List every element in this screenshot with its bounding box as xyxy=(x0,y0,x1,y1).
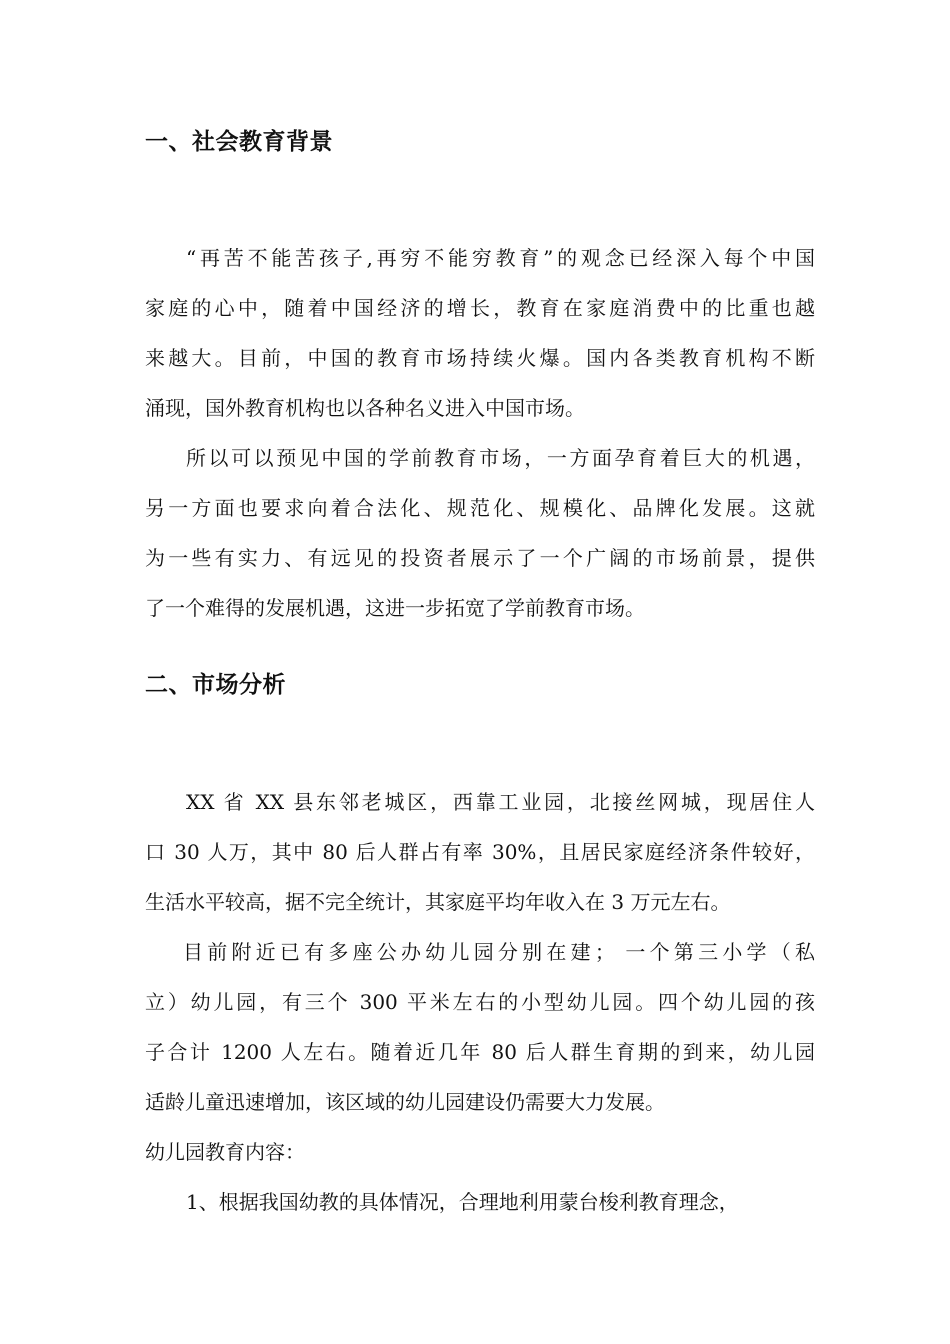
paragraph-line: XX 省 XX 县东邻老城区，西靠工业园，北接丝网城，现居住人 xyxy=(186,790,815,814)
paragraph-line: 了一个难得的发展机遇，这进一步拓宽了学前教育市场。 xyxy=(145,596,645,620)
section-heading-social-education-background: 一、社会教育背景 xyxy=(145,129,333,155)
paragraph-line: 另一方面也要求向着合法化、规范化、规模化、品牌化发展。这就 xyxy=(145,496,815,520)
paragraph-line: “再苦不能苦孩子,再穷不能穷教育”的观念已经深入每个中国 xyxy=(186,246,815,270)
paragraph-line: 来越大。目前，中国的教育市场持续火爆。国内各类教育机构不断 xyxy=(145,346,815,370)
paragraph-line: 涌现，国外教育机构也以各种名义进入中国市场。 xyxy=(145,396,585,420)
paragraph-line: 为一些有实力、有远见的投资者展示了一个广阔的市场前景，提供 xyxy=(145,546,815,570)
paragraph-line: 适龄儿童迅速增加，该区域的幼儿园建设仍需要大力发展。 xyxy=(145,1090,665,1114)
paragraph-line: 口 30 人万，其中 80 后人群占有率 30%，且居民家庭经济条件较好， xyxy=(145,840,815,864)
paragraph-line: 家庭的心中，随着中国经济的增长，教育在家庭消费中的比重也越 xyxy=(145,296,815,320)
section-heading-market-analysis: 二、市场分析 xyxy=(145,672,286,698)
paragraph-line: 子合计 1200 人左右。随着近几年 80 后人群生育期的到来，幼儿园 xyxy=(145,1040,815,1064)
list-item: 1、根据我国幼教的具体情况，合理地利用蒙台梭利教育理念， xyxy=(186,1190,739,1214)
paragraph-line: 目前附近已有多座公办幼儿园分别在建； 一个第三小学（私 xyxy=(183,940,815,964)
content-label: 幼儿园教育内容： xyxy=(145,1140,305,1164)
paragraph-line: 立）幼儿园，有三个 300 平米左右的小型幼儿园。四个幼儿园的孩 xyxy=(145,990,815,1014)
paragraph-line: 所以可以预见中国的学前教育市场，一方面孕育着巨大的机遇， xyxy=(186,446,815,470)
paragraph-line: 生活水平较高，据不完全统计，其家庭平均年收入在 3 万元左右。 xyxy=(145,890,731,914)
